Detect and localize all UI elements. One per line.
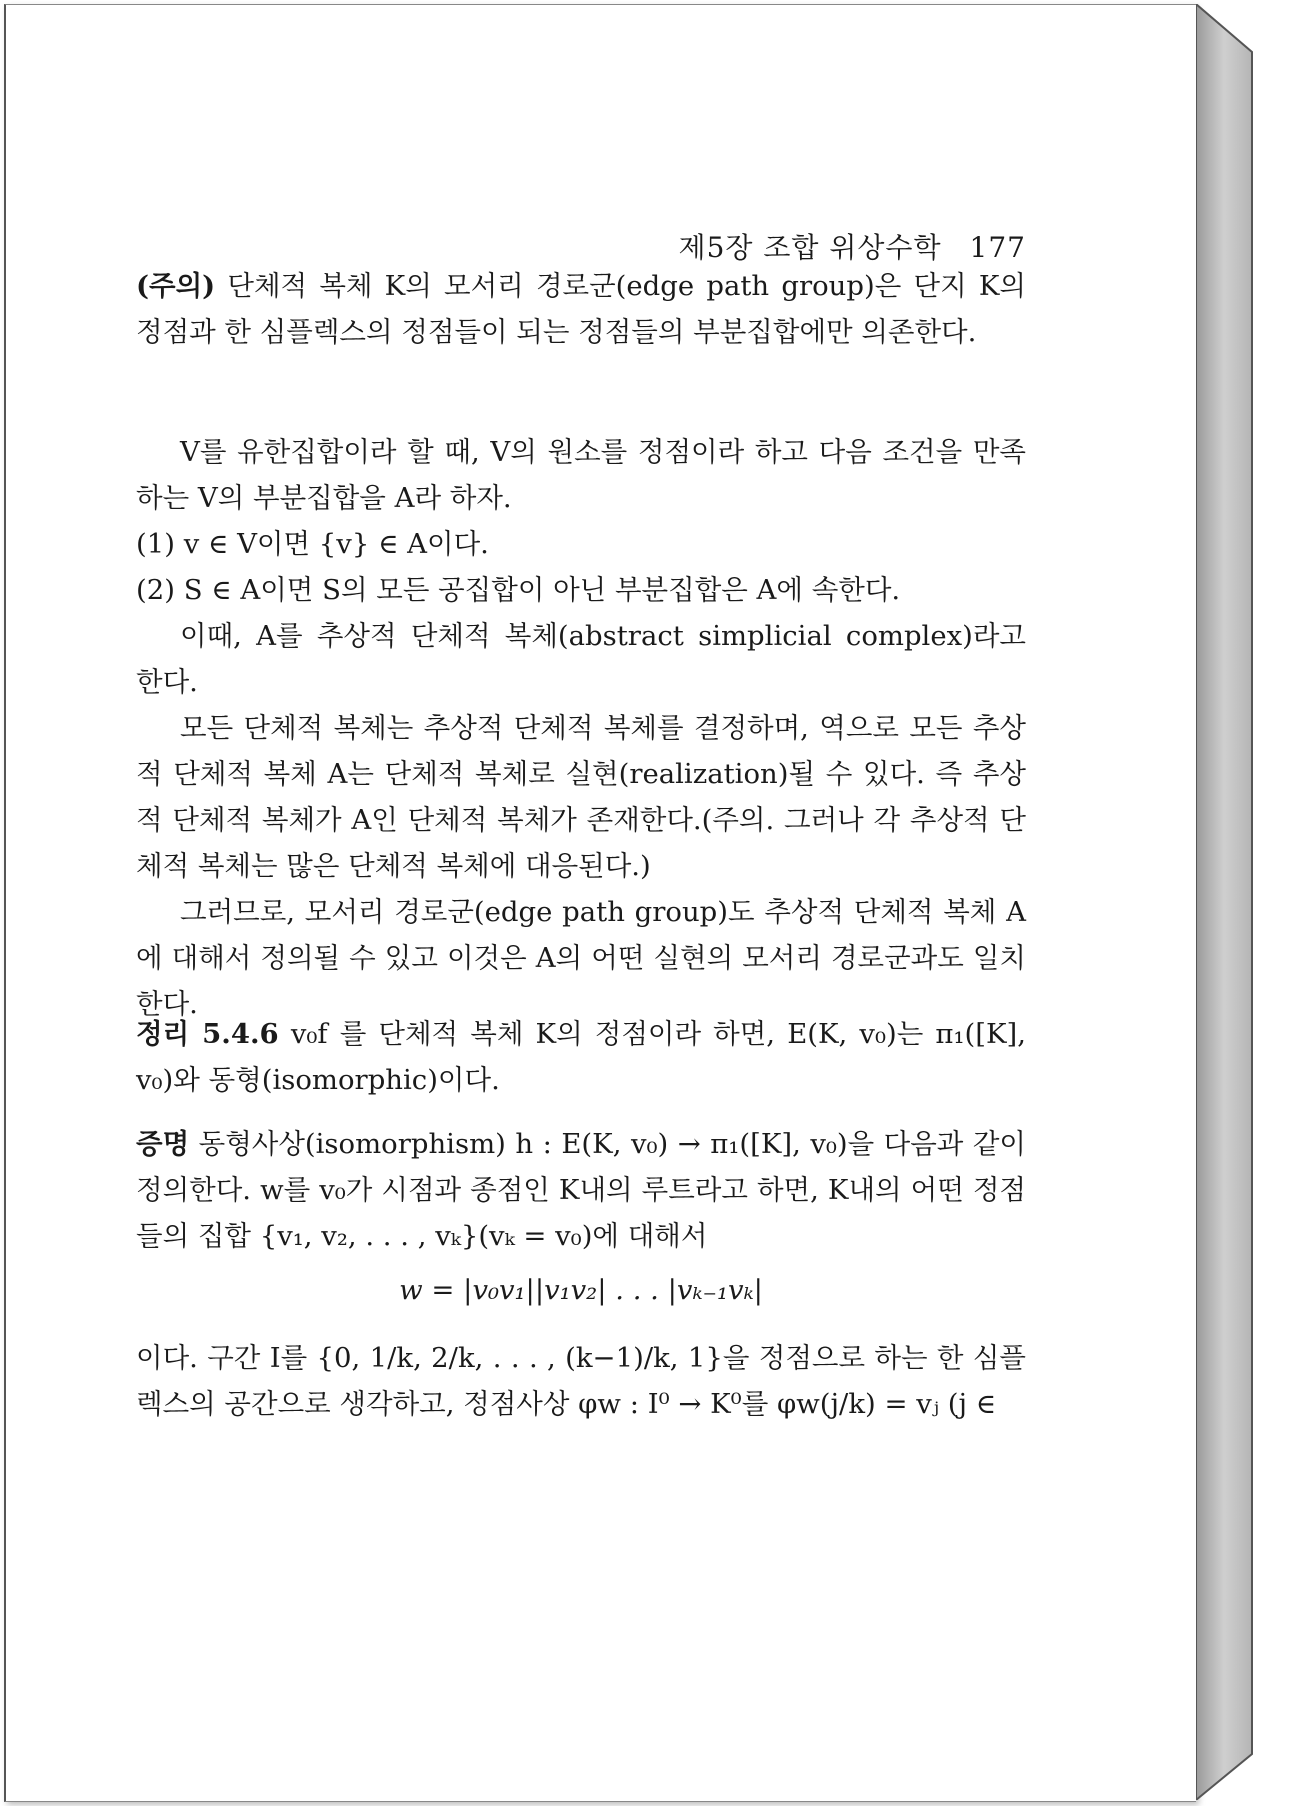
proof-label: 증명	[136, 1128, 190, 1160]
page-number: 177	[969, 231, 1026, 264]
book-edge	[1196, 4, 1254, 1800]
proof-block	[136, 1121, 1026, 1259]
theorem-label: 정리 5.4.6	[136, 1018, 279, 1050]
book-edge-graphic	[1196, 4, 1254, 1800]
equation-block	[136, 1267, 1026, 1313]
theorem-paragraph	[136, 1011, 1026, 1103]
paragraph-abstract-complex: 이때, A를 추상적 단체적 복체(abstract simplicial complex)라고 한다.	[136, 620, 1026, 698]
paragraph-interval: 이다. 구간 I를 {0, 1/k, 2/k, . . . , (k−1)/k, 1}을 정점으로 하는 한 심플렉스의 공간으로 생각하고, 정점사상 φw : I⁰ → K⁰를 φw(j/k) = vⱼ (j ∈	[136, 1342, 1026, 1420]
condition-1: (1) v ∈ V이면 {v} ∈ A이다.	[136, 528, 489, 560]
paragraph-edge-path-group: 그러므로, 모서리 경로군(edge path group)도 추상적 단체적 복체 A에 대해서 정의될 수 있고 이것은 A의 어떤 실현의 모서리 경로군과도 일치한다.	[136, 896, 1026, 1020]
paragraph-realization: 모든 단체적 복체는 추상적 단체적 복체를 결정하며, 역으로 모든 추상적 단체적 복체 A는 단체적 복체로 실현(realization)될 수 있다. 즉 추상적 단체적 복체가 A인 단체적 복체가 존재한다.(주의. 그러나 각 추상적 단체적 복체는 많은 단체적 복체에 대응된다.)	[136, 712, 1026, 882]
paragraph-finite-set: V를 유한집합이라 할 때, V의 원소를 정점이라 하고 다음 조건을 만족하는 V의 부분집합을 A라 하자.	[136, 436, 1026, 514]
continuation-block	[136, 1335, 1026, 1427]
proof-paragraph	[136, 1121, 1026, 1259]
definition-block	[136, 429, 1026, 1027]
condition-2: (2) S ∈ A이면 S의 모든 공집합이 아닌 부분집합은 A에 속한다.	[136, 574, 901, 606]
note-text: 단체적 복체 K의 모서리 경로군(edge path group)은 단지 K의 정점과 한 심플렉스의 정점들이 되는 정점들의 부분집합에만 의존한다.	[136, 270, 1026, 348]
note-block	[136, 263, 1026, 355]
note-paragraph	[136, 263, 1026, 355]
chapter-title: 제5장 조합 위상수학	[678, 231, 942, 264]
book-page	[4, 4, 1196, 1802]
theorem-text: v₀f 를 단체적 복체 K의 정점이라 하면, E(K, v₀)는 π₁([K], v₀)와 동형(isomorphic)이다.	[136, 1018, 1027, 1096]
theorem-block	[136, 1011, 1026, 1103]
note-label: (주의)	[136, 270, 216, 302]
route-equation: w = |v₀v₁||v₁v₂| . . . |vₖ₋₁vₖ|	[399, 1274, 763, 1306]
proof-text: 동형사상(isomorphism) h : E(K, v₀) → π₁([K], v₀)을 다음과 같이 정의한다. w를 v₀가 시점과 종점인 K내의 루트라고 하면, K내의 어떤 정점들의 집합 {v₁, v₂, . . . , vₖ}(vₖ = v₀)에 대해서	[136, 1128, 1026, 1252]
